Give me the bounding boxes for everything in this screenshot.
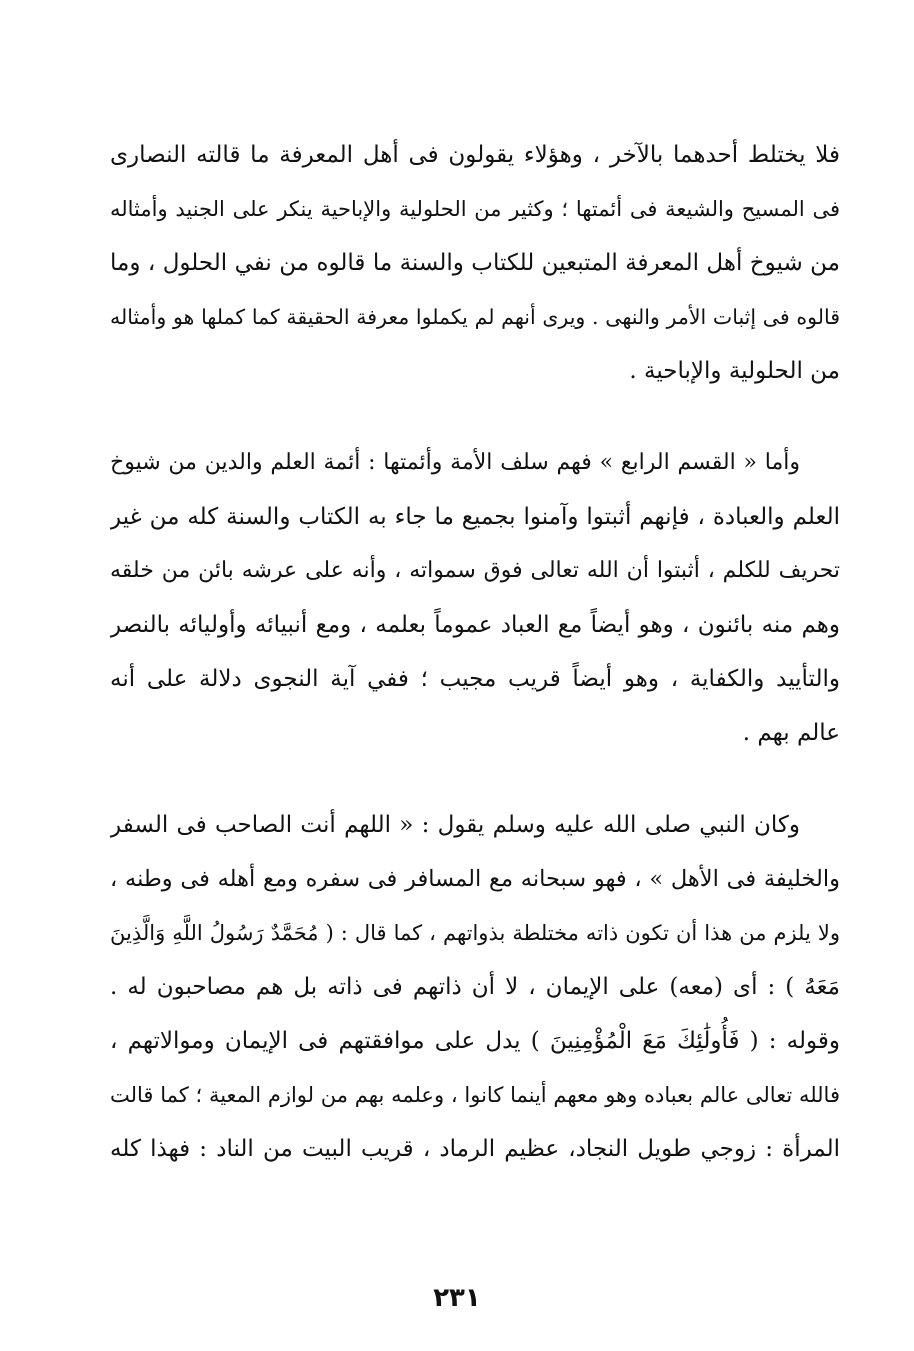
page-body: [110, 128, 840, 1258]
paragraph-gap: [110, 760, 840, 798]
text-line: والخليفة فى الأهل » ، فهو سبحانه مع المسافر فى سفره ومع أهله فى وطنه ،: [110, 866, 840, 892]
text-line: وكان النبي صلى الله عليه وسلم يقول : « اللهم أنت الصاحب فى السفر: [110, 812, 800, 838]
text-line: قالوه فى إثبات الأمر والنهى . ويرى أنهم لم يكملوا معرفة الحقيقة كما كملها هو وأمثاله: [110, 305, 840, 329]
paragraph-1: [110, 128, 840, 398]
text-line: عالم بهم .: [742, 720, 840, 746]
text-line: من الحلولية والإباحية .: [629, 358, 840, 384]
text-line: فى المسيح والشيعة فى أئمتها ؛ وكثير من الحلولية والإباحية ينكر على الجنيد وأمثاله: [110, 197, 840, 221]
text-line: فلا يختلط أحدهما بالآخر ، وهؤلاء يقولون فى أهل المعرفة ما قالته النصارى: [110, 142, 840, 168]
text-line: وأما « القسم الرابع » فهم سلف الأمة وأئمتها : أئمة العلم والدين من شيوخ: [110, 450, 800, 475]
paragraph-2: [110, 436, 840, 760]
paragraph-3: [110, 798, 840, 1176]
text-line: وهم منه بائنون ، وهو أيضاً مع العباد عموماً بعلمه ، ومع أنبيائه وأوليائه بالنصر: [110, 612, 840, 638]
text-line: العلم والعبادة ، فإنهم أثبتوا وآمنوا بجميع ما جاء به الكتاب والسنة كله من غير: [110, 504, 840, 530]
page-number: ٢٣١: [433, 1283, 481, 1313]
text-line: وقوله : ( فَأُولَٰئِكَ مَعَ الْمُؤْمِنِينَ ) يدل على موافقتهم فى الإيمان وموالاتهم ،: [110, 1028, 840, 1054]
text-line: مَعَهُ ) : أى (معه) على الإيمان ، لا أن ذاتهم فى ذاته بل هم مصاحبون له .: [110, 974, 840, 1000]
text-line: فالله تعالى عالم بعباده وهو معهم أينما كانوا ، وعلمه بهم من لوازم المعية ؛ كما قالت: [110, 1083, 840, 1107]
text-line: ولا يلزم من هذا أن تكون ذاته مختلطة بذواتهم ، كما قال : ( مُحَمَّدٌ رَسُولُ اللَّهِ وَالَّذِينَ: [110, 921, 840, 945]
text-line: المرأة : زوجي طويل النجاد، عظيم الرماد ، قريب البيت من الناد : فهذا كله: [110, 1136, 840, 1162]
text-line: والتأييد والكفاية ، وهو أيضاً قريب مجيب ؛ ففي آية النجوى دلالة على أنه: [110, 666, 840, 692]
text-line: تحريف للكلم ، أثبتوا أن الله تعالى فوق سمواته ، وأنه على عرشه بائن من خلقه: [110, 558, 840, 583]
paragraph-gap: [110, 398, 840, 436]
text-line: من شيوخ أهل المعرفة المتبعين للكتاب والسنة ما قالوه من نفي الحلول ، وما: [110, 250, 840, 276]
